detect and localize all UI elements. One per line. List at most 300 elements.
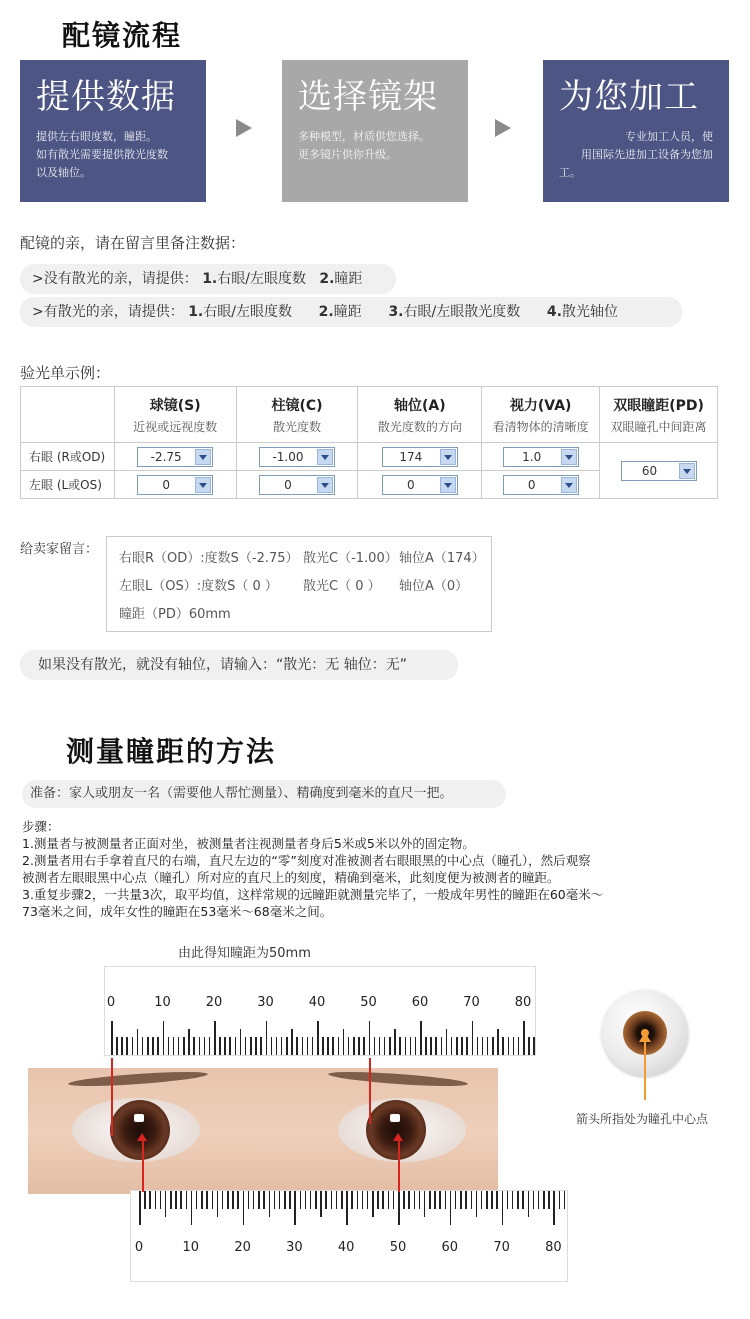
arrow-up-icon — [137, 1133, 147, 1141]
ruler-tick — [315, 1191, 317, 1209]
step-line: 2.测量者用右手拿着直尺的右端，直尺左边的“零”刻度对准被测者右眼眼黑的中心点（瞳孔），然后观察 — [22, 853, 591, 868]
ruler-tick — [429, 1191, 431, 1209]
ruler-tick — [317, 1021, 319, 1055]
ruler-tick — [351, 1191, 353, 1209]
message-text: 散光C（ 0 ） — [303, 579, 381, 594]
ruler-tick — [465, 1191, 467, 1209]
column-header-sphere — [114, 387, 236, 443]
message-text: 左眼L（OS）:度数S（ 0 ） — [119, 579, 278, 594]
table-cell — [482, 471, 600, 499]
ruler-tick — [186, 1191, 188, 1209]
ruler-tick — [430, 1037, 432, 1055]
ruler-tick — [310, 1191, 312, 1209]
ruler-tick — [235, 1037, 237, 1055]
item-number: 1. — [188, 304, 204, 320]
column-title: 柱镜(C) — [271, 397, 323, 414]
step-title: 为您加工 — [559, 77, 699, 117]
ruler-tick — [219, 1037, 221, 1055]
ruler-label: 60 — [441, 1240, 459, 1255]
item-text: 右眼/左眼度数 — [217, 271, 306, 287]
step-desc — [298, 128, 452, 164]
ruler-tick — [394, 1029, 396, 1055]
ruler-tick — [513, 1037, 515, 1055]
ruler-tick — [492, 1037, 494, 1055]
step-card-provide-data — [20, 60, 206, 202]
ruler-tick — [410, 1037, 412, 1055]
ruler-tick — [206, 1191, 208, 1209]
column-subtitle: 散光度数 — [273, 419, 322, 434]
measure-line-bottom-fifty — [398, 1140, 400, 1192]
ruler-tick — [439, 1191, 441, 1209]
steps-label: 步骤： — [22, 819, 60, 834]
ruler-label: 10 — [182, 1240, 200, 1255]
step-card-processing — [543, 60, 729, 202]
ruler-tick — [357, 1191, 359, 1209]
row-label: 左眼 (L或OS) — [21, 471, 115, 499]
ruler-tick — [163, 1021, 165, 1055]
column-title: 视力(VA) — [509, 397, 572, 414]
dropdown-arrow-icon — [317, 477, 333, 493]
ruler-tick — [201, 1191, 203, 1209]
step-title: 选择镜架 — [298, 77, 438, 117]
acuity-select-right[interactable] — [503, 447, 579, 467]
ruler-tick — [507, 1191, 509, 1209]
ruler-tick — [441, 1037, 443, 1055]
message-text: 轴位A（0） — [399, 579, 469, 594]
ruler-tick — [289, 1191, 291, 1209]
dropdown-arrow-icon — [317, 449, 333, 465]
item-text: 右眼/左眼散光度数 — [403, 304, 521, 320]
measure-line-bottom-zero — [142, 1140, 144, 1192]
step-desc-line: 如有散光需要提供散光度数 — [36, 148, 168, 161]
ruler-tick — [291, 1029, 293, 1055]
ruler-tick — [253, 1191, 255, 1209]
astigmatism-pill — [20, 297, 682, 327]
eyebrow-left — [68, 1069, 208, 1089]
ruler-tick — [553, 1191, 555, 1225]
ruler-tick — [420, 1021, 422, 1055]
item-number: 2. — [318, 304, 334, 320]
eyes-photo — [28, 1068, 498, 1194]
measure-line-fifty — [369, 1058, 371, 1124]
ruler-label: 70 — [463, 995, 480, 1010]
ruler-tick — [476, 1191, 478, 1217]
ruler-tick — [363, 1037, 365, 1055]
ruler-tick — [331, 1191, 333, 1209]
ruler-top — [104, 966, 536, 1056]
ruler-tick — [286, 1037, 288, 1055]
dropdown-arrow-icon — [195, 449, 211, 465]
step-desc-line: 更多镜片供你升级。 — [298, 148, 397, 161]
select-value: 60 — [641, 463, 658, 478]
ruler-tick — [332, 1037, 334, 1055]
dropdown-arrow-icon — [440, 449, 456, 465]
ruler-tick — [237, 1191, 239, 1209]
ruler-tick — [477, 1037, 479, 1055]
measurement-steps — [22, 818, 732, 920]
ruler-label: 40 — [308, 995, 326, 1010]
ruler-tick — [491, 1191, 493, 1209]
step-desc-line: 提供左右眼度数，瞳距。 — [36, 130, 157, 143]
ruler-tick — [450, 1191, 452, 1225]
ruler-label: 0 — [106, 995, 116, 1010]
ruler-tick — [472, 1021, 474, 1055]
ruler-label: 0 — [134, 1240, 144, 1255]
ruler-tick — [204, 1037, 206, 1055]
ruler-tick — [338, 1037, 340, 1055]
ruler-tick — [336, 1191, 338, 1209]
ruler-tick — [358, 1037, 360, 1055]
ruler-tick — [325, 1191, 327, 1209]
ruler-tick — [512, 1191, 514, 1209]
ruler-tick — [116, 1037, 118, 1055]
ruler-tick — [155, 1191, 157, 1209]
pd-result-caption: 由此得知瞳距为50mm — [178, 946, 311, 961]
column-header-cylinder — [236, 387, 358, 443]
step-title: 提供数据 — [36, 77, 176, 117]
prescription-label: 验光单示例： — [20, 364, 111, 382]
ruler-tick — [281, 1037, 283, 1055]
pupil-caption: 箭头所指处为瞳孔中心点 — [576, 1112, 709, 1126]
sphere-select-right[interactable] — [137, 447, 213, 467]
ruler-tick — [382, 1191, 384, 1209]
ruler-tick — [414, 1191, 416, 1209]
select-value: 0 — [527, 477, 536, 492]
arrow-right-icon — [236, 119, 252, 137]
cylinder-select-right[interactable] — [259, 447, 335, 467]
table-cell-pd — [600, 443, 718, 499]
column-subtitle: 双眼瞳孔中间距离 — [610, 419, 707, 434]
ruler-tick — [160, 1191, 162, 1209]
ruler-tick — [424, 1191, 426, 1217]
seller-message-example — [106, 536, 492, 632]
select-value: 174 — [399, 449, 423, 464]
table-cell — [236, 471, 358, 499]
ruler-tick — [522, 1191, 524, 1209]
ruler-tick — [305, 1191, 307, 1209]
column-title: 球镜(S) — [149, 397, 201, 414]
step-desc-line: 多种模型，材质供您选择。 — [298, 130, 430, 143]
ruler-tick — [180, 1191, 182, 1209]
ruler-tick — [193, 1037, 195, 1055]
ruler-label: 70 — [493, 1240, 510, 1255]
ruler-label: 30 — [286, 1240, 303, 1255]
ruler-tick — [367, 1191, 369, 1209]
ruler-tick — [518, 1037, 520, 1055]
item-number: 1. — [202, 271, 218, 287]
ruler-tick — [165, 1191, 167, 1217]
ruler-tick — [559, 1191, 561, 1209]
ruler-tick — [142, 1037, 144, 1055]
select-value: 1.0 — [522, 449, 542, 464]
ruler-tick — [243, 1191, 245, 1225]
eye-highlight — [134, 1114, 144, 1122]
item-number: 2. — [319, 271, 335, 287]
table-cell — [482, 443, 600, 471]
ruler-tick — [212, 1191, 214, 1209]
column-title: 轴位(A) — [394, 397, 446, 414]
ruler-tick — [543, 1191, 545, 1209]
ruler-tick — [168, 1037, 170, 1055]
ruler-tick — [374, 1037, 376, 1055]
ruler-tick — [528, 1037, 530, 1055]
ruler-tick — [322, 1037, 324, 1055]
ruler-tick — [425, 1037, 427, 1055]
message-text: 轴位A（174） — [399, 551, 485, 566]
sphere-select-left[interactable] — [137, 475, 213, 495]
ruler-tick — [369, 1021, 371, 1055]
step-desc-line: 专业加工人员，使 — [625, 130, 713, 143]
iris-right — [110, 1100, 170, 1160]
select-value: -2.75 — [150, 449, 182, 464]
arrow-right-icon — [495, 119, 511, 137]
item-text: 瞳距 — [333, 304, 362, 320]
ruler-tick — [312, 1037, 314, 1055]
ruler-tick — [271, 1037, 273, 1055]
step-desc-line: 用国际先进加工设备为您加 — [581, 148, 713, 161]
ruler-tick — [320, 1191, 322, 1217]
table-row-right-eye — [21, 443, 718, 471]
ruler-label: 30 — [257, 995, 274, 1010]
ruler-tick — [398, 1191, 400, 1225]
ruler-tick — [481, 1191, 483, 1209]
ruler-tick — [170, 1191, 172, 1209]
column-title: 双眼瞳距(PD) — [613, 397, 704, 414]
arrow-up-icon — [393, 1133, 403, 1141]
dropdown-arrow-icon — [195, 477, 211, 493]
item-text: 右眼/左眼度数 — [203, 304, 292, 320]
ruler-tick — [533, 1037, 535, 1055]
ruler-tick — [175, 1191, 177, 1209]
ruler-tick — [456, 1037, 458, 1055]
select-value: 0 — [162, 477, 170, 492]
ruler-label: 60 — [411, 995, 429, 1010]
ruler-tick — [144, 1191, 146, 1209]
ruler-tick — [183, 1037, 185, 1055]
eyebrow-right — [328, 1069, 468, 1089]
ruler-tick — [248, 1191, 250, 1209]
measure-line-zero — [111, 1058, 113, 1136]
ruler-bottom — [130, 1190, 568, 1282]
ruler-tick — [245, 1037, 247, 1055]
column-subtitle: 看清物体的清晰度 — [492, 419, 589, 434]
item-number: 3. — [388, 304, 404, 320]
ruler-label: 50 — [360, 995, 377, 1010]
ruler-tick — [191, 1191, 193, 1225]
ruler-tick — [307, 1037, 309, 1055]
ruler-tick — [217, 1191, 219, 1217]
pupil-arrow-line — [644, 1040, 646, 1100]
ruler-tick — [408, 1191, 410, 1209]
section-title-pd-method: 测量瞳距的方法 — [66, 735, 277, 768]
ruler-tick — [508, 1037, 510, 1055]
ruler-tick — [232, 1191, 234, 1209]
ruler-tick — [279, 1191, 281, 1209]
select-value: -1.00 — [272, 449, 304, 464]
table-cell — [358, 471, 482, 499]
pill-prefix: >没有散光的亲，请提供： — [32, 271, 198, 287]
ruler-tick — [533, 1191, 535, 1209]
ruler-tick — [196, 1191, 198, 1209]
dropdown-arrow-icon — [440, 477, 456, 493]
ruler-tick — [188, 1029, 190, 1055]
ruler-tick — [362, 1191, 364, 1209]
dropdown-arrow-icon — [561, 449, 577, 465]
ruler-label: 40 — [337, 1240, 355, 1255]
ruler-label: 20 — [234, 1240, 251, 1255]
ruler-tick — [250, 1037, 252, 1055]
step-line: 73毫米之间，成年女性的瞳距在53毫米～68毫米之间。 — [22, 904, 333, 919]
ruler-tick — [388, 1191, 390, 1209]
notes-intro: 配镜的亲，请在留言里备注数据： — [20, 234, 246, 252]
ruler-tick — [415, 1037, 417, 1055]
ruler-tick — [446, 1029, 448, 1055]
ruler-tick — [399, 1037, 401, 1055]
row-label: 右眼 (R或OD) — [21, 443, 115, 471]
ruler-tick — [214, 1021, 216, 1055]
ruler-tick — [152, 1037, 154, 1055]
ruler-tick — [258, 1191, 260, 1209]
ruler-tick — [528, 1191, 530, 1217]
step-line: 3.重复步骤2，一共量3次，取平均值，这样常规的远瞳距就测量完毕了，一般成年男性的瞳距在60毫米～ — [22, 887, 604, 902]
ruler-tick — [276, 1037, 278, 1055]
column-subtitle: 近视或远视度数 — [133, 419, 218, 434]
ruler-tick — [300, 1191, 302, 1209]
table-corner-cell — [21, 387, 115, 443]
pupil-arrow-icon — [639, 1032, 651, 1042]
ruler-tick — [199, 1037, 201, 1055]
ruler-tick — [121, 1037, 123, 1055]
ruler-tick — [296, 1037, 298, 1055]
ruler-tick — [445, 1191, 447, 1209]
ruler-tick — [157, 1037, 159, 1055]
ruler-tick — [222, 1191, 224, 1209]
ruler-tick — [460, 1191, 462, 1209]
ruler-tick — [384, 1037, 386, 1055]
pd-select[interactable] — [621, 461, 697, 481]
ruler-tick — [139, 1191, 141, 1225]
ruler-tick — [523, 1021, 525, 1055]
select-value: 0 — [407, 477, 415, 492]
ruler-tick — [274, 1191, 276, 1209]
column-header-acuity — [482, 387, 600, 443]
ruler-tick — [482, 1037, 484, 1055]
column-header-axis — [358, 387, 482, 443]
step-line: 被测者左眼眼黑中心点（瞳孔）所对应的直尺上的刻度，精确到毫米，此刻度便为被测者的瞳距。 — [22, 870, 560, 885]
ruler-tick — [372, 1191, 374, 1217]
prescription-table — [20, 386, 718, 499]
eye-highlight — [390, 1114, 400, 1122]
section-title-process: 配镜流程 — [62, 19, 183, 52]
ruler-tick — [341, 1191, 343, 1209]
ruler-tick — [294, 1191, 296, 1225]
axis-select-left[interactable] — [382, 475, 458, 495]
ruler-tick — [435, 1037, 437, 1055]
no-astigmatism-pill — [20, 264, 396, 294]
ruler-tick — [389, 1037, 391, 1055]
ruler-tick — [434, 1191, 436, 1209]
table-cell — [114, 443, 236, 471]
seller-message-label: 给卖家留言： — [20, 542, 99, 557]
ruler-tick — [224, 1037, 226, 1055]
cylinder-select-left[interactable] — [259, 475, 335, 495]
iris-left — [366, 1100, 426, 1160]
ruler-tick — [348, 1037, 350, 1055]
ruler-tick — [517, 1191, 519, 1209]
ruler-tick — [327, 1037, 329, 1055]
ruler-tick — [137, 1029, 139, 1055]
ruler-tick — [302, 1037, 304, 1055]
ruler-tick — [263, 1191, 265, 1209]
ruler-tick — [255, 1037, 257, 1055]
ruler-tick — [487, 1037, 489, 1055]
column-subtitle: 散光度数的方向 — [377, 419, 462, 434]
ruler-tick — [393, 1191, 395, 1209]
ruler-label: 80 — [514, 995, 532, 1010]
ruler-tick — [379, 1037, 381, 1055]
item-number: 4. — [546, 304, 562, 320]
acuity-select-left[interactable] — [503, 475, 579, 495]
ruler-tick — [132, 1037, 134, 1055]
ruler-tick — [227, 1191, 229, 1209]
ruler-label: 50 — [389, 1240, 407, 1255]
ruler-tick — [173, 1037, 175, 1055]
ruler-tick — [149, 1191, 151, 1209]
axis-select-right[interactable] — [382, 447, 458, 467]
ruler-label: 20 — [205, 995, 223, 1010]
ruler-label: 10 — [154, 995, 171, 1010]
ruler-tick — [343, 1029, 345, 1055]
step-desc-line: 以及轴位。 — [36, 166, 91, 179]
item-text: 瞳距 — [334, 271, 363, 287]
pill-prefix: >有散光的亲，请提供： — [32, 304, 184, 320]
dropdown-arrow-icon — [679, 463, 695, 479]
step-desc-line: 工。 — [559, 166, 581, 179]
no-astigmatism-note: 如果没有散光，就没有轴位，请输入：“散光：无 轴位：无” — [20, 650, 458, 680]
ruler-tick — [346, 1191, 348, 1225]
ruler-tick — [126, 1037, 128, 1055]
step-desc — [36, 128, 190, 182]
table-cell — [358, 443, 482, 471]
ruler-tick — [461, 1037, 463, 1055]
table-header-row — [21, 387, 718, 443]
ruler-tick — [471, 1191, 473, 1209]
ruler-tick — [353, 1037, 355, 1055]
ruler-tick — [496, 1191, 498, 1209]
message-text: 右眼R（OD）:度数S（-2.75） — [119, 551, 299, 566]
ruler-tick — [451, 1037, 453, 1055]
ruler-tick — [111, 1021, 113, 1055]
step-card-choose-frame — [282, 60, 468, 202]
table-cell — [236, 443, 358, 471]
ruler-tick — [240, 1029, 242, 1055]
ruler-tick — [209, 1037, 211, 1055]
table-cell — [114, 471, 236, 499]
ruler-tick — [564, 1191, 566, 1209]
item-text: 散光轴位 — [561, 304, 618, 320]
ruler-tick — [266, 1021, 268, 1055]
ruler-tick — [497, 1029, 499, 1055]
select-value: 0 — [284, 477, 292, 492]
column-header-pd — [600, 387, 718, 443]
ruler-tick — [403, 1191, 405, 1209]
dropdown-arrow-icon — [561, 477, 577, 493]
ruler-tick — [455, 1191, 457, 1209]
ruler-tick — [405, 1037, 407, 1055]
message-text: 散光C（-1.00） — [303, 551, 398, 566]
ruler-tick — [419, 1191, 421, 1209]
ruler-tick — [229, 1037, 231, 1055]
